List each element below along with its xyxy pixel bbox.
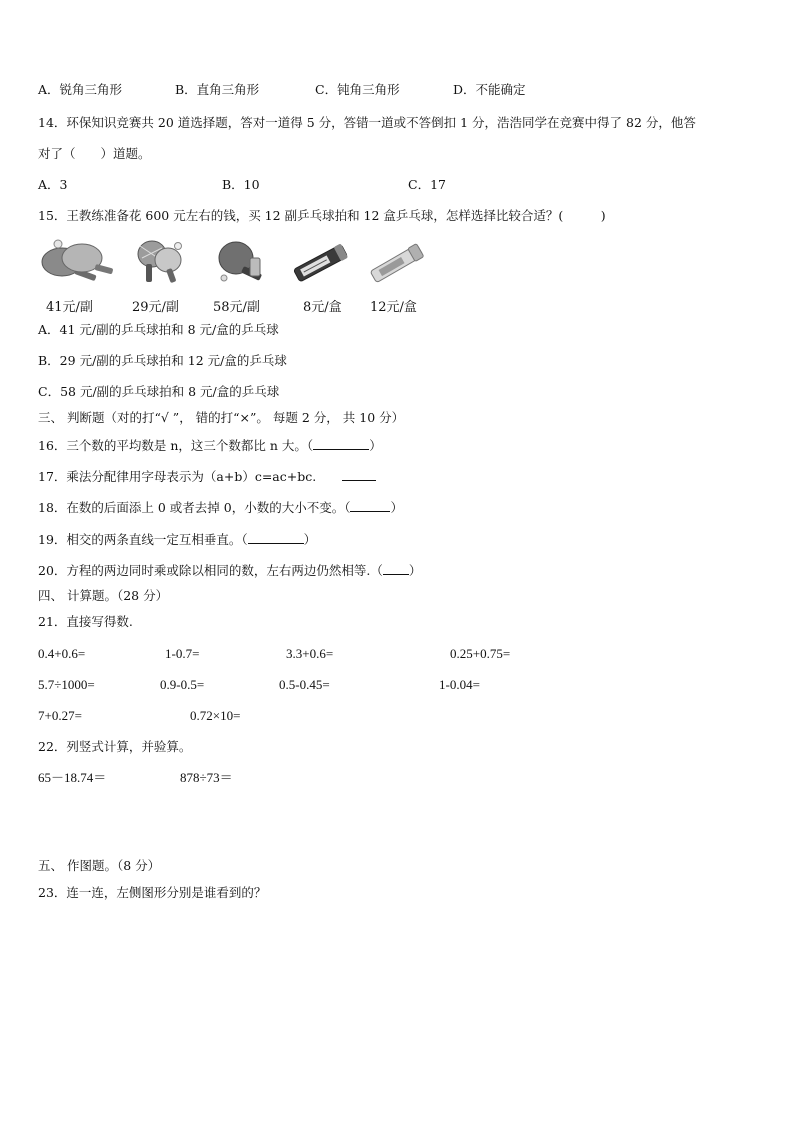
q19 bbox=[38, 531, 316, 548]
price-label-3: 58元/副 bbox=[213, 300, 260, 315]
q18 bbox=[38, 499, 403, 516]
q19-blank[interactable] bbox=[248, 531, 304, 544]
calc-item: 1-0.7= bbox=[165, 646, 200, 661]
ball-tube-dark-icon bbox=[288, 236, 354, 286]
calc-item: 0.9-0.5= bbox=[160, 677, 205, 692]
ping-pong-paddles-dark-icon bbox=[210, 236, 272, 286]
q20-close: ） bbox=[408, 563, 422, 578]
q23-stem: 23．连一连，左侧图形分别是谁看到的？ bbox=[38, 885, 267, 900]
calc-item: 7+0.27= bbox=[38, 708, 82, 723]
q20-blank[interactable] bbox=[383, 562, 409, 575]
q18-close: ） bbox=[390, 500, 403, 515]
q14-option-b: B．10 bbox=[222, 177, 260, 192]
q14-stem-line2: 对了（ ）道题。 bbox=[38, 146, 151, 161]
q13-option-a: A．锐角三角形 bbox=[38, 82, 123, 97]
q16 bbox=[38, 437, 382, 454]
ping-pong-paddles-pair-icon bbox=[36, 236, 116, 286]
calc-item: 0.5-0.45= bbox=[279, 677, 330, 692]
q14-option-a: A．3 bbox=[38, 177, 68, 192]
q17-blank[interactable] bbox=[342, 468, 376, 481]
price-label-2: 29元/副 bbox=[132, 300, 179, 315]
q15-option-c: C．58 元/副的乒乓球拍和 8 元/盒的乒乓球 bbox=[38, 384, 280, 399]
q14-stem-line1: 14．环保知识竞赛共 20 道选择题，答对一道得 5 分，答错一道或不答倒扣 1 分，浩浩同学在竞赛中得了 82 分，他答 bbox=[38, 115, 696, 130]
vertical-calc-item: 65－18.74＝ bbox=[38, 770, 107, 785]
q17 bbox=[38, 468, 376, 485]
q16-close: ） bbox=[369, 438, 382, 453]
q19-close: ） bbox=[303, 532, 317, 547]
section4-title: 四、 计算题。（28 分） bbox=[38, 588, 169, 603]
q18-blank[interactable] bbox=[350, 499, 390, 512]
q15-option-a: A．41 元/副的乒乓球拍和 8 元/盒的乒乓球 bbox=[38, 322, 279, 337]
q13-option-d: D．不能确定 bbox=[453, 82, 526, 97]
section3-title: 三、 判断题（对的打“√ ”， 错的打“×”。 每题 2 分， 共 10 分） bbox=[38, 410, 405, 425]
q13-option-b: B．直角三角形 bbox=[175, 82, 260, 97]
q21-stem: 21．直接写得数. bbox=[38, 614, 133, 629]
q16-blank[interactable] bbox=[313, 437, 369, 450]
price-label-5: 12元/盒 bbox=[370, 300, 417, 315]
q15-stem: 15．王教练准备花 600 元左右的钱，买 12 副乒乓球拍和 12 盒乒乓球，怎样选择比较合适？( ) bbox=[38, 208, 606, 223]
q22-stem: 22．列竖式计算，并验算。 bbox=[38, 739, 192, 754]
ping-pong-paddles-net-icon bbox=[128, 236, 190, 286]
q20 bbox=[38, 562, 421, 579]
q15-option-b: B．29 元/副的乒乓球拍和 12 元/盒的乒乓球 bbox=[38, 353, 287, 368]
calc-item: 0.72×10= bbox=[190, 708, 241, 723]
price-label-1: 41元/副 bbox=[46, 300, 93, 315]
calc-item: 3.3+0.6= bbox=[286, 646, 334, 661]
price-label-4: 8元/盒 bbox=[303, 300, 342, 315]
calc-item: 5.7÷1000= bbox=[38, 677, 95, 692]
q14-option-c: C．17 bbox=[408, 177, 446, 192]
q18-text: 18．在数的后面添上 0 或者去掉 0，小数的大小不变。（ bbox=[38, 500, 351, 515]
section5-title: 五、 作图题。（8 分） bbox=[38, 858, 161, 873]
q16-text: 16．三个数的平均数是 n，这三个数都比 n 大。（ bbox=[38, 438, 314, 453]
vertical-calc-item: 878÷73＝ bbox=[180, 770, 233, 785]
q20-text: 20．方程的两边同时乘或除以相同的数，左右两边仍然相等.（ bbox=[38, 563, 383, 578]
q19-text: 19．相交的两条直线一定互相垂直。（ bbox=[38, 532, 248, 547]
calc-item: 0.4+0.6= bbox=[38, 646, 86, 661]
q13-option-c: C．钝角三角形 bbox=[315, 82, 400, 97]
q17-text: 17．乘法分配律用字母表示为（a+b）c=ac+bc. bbox=[38, 469, 317, 484]
calc-item: 1-0.04= bbox=[439, 677, 480, 692]
ball-tube-light-icon bbox=[364, 236, 430, 286]
calc-item: 0.25+0.75= bbox=[450, 646, 511, 661]
